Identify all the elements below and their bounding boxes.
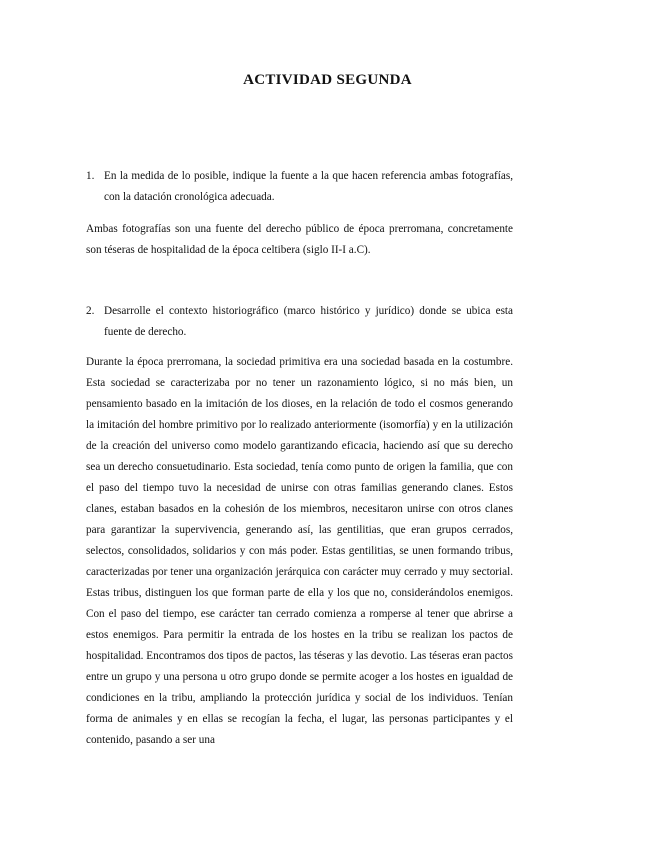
question-1-number: 1.	[86, 170, 95, 182]
question-1-text: En la medida de lo posible, indique la fuente a la que hacen referencia ambas fotografías, con la datación cronológica adecuada.	[104, 170, 513, 203]
answer-2-paragraph: Durante la época prerromana, la sociedad primitiva era una sociedad basada en la costumbre. Esta sociedad se caracterizaba por no tener un razonamiento lógico, si no más bien, un pensamiento basado en la imitación de los dioses, en la relación de todo el cosmos generando la imitación del hombre primitivo por lo realizado anteriormente (isomorfía) y en la utilización de la creación del universo como modelo garantizando eficacia, haciendo así que su derecho sea un derecho consuetudinario. Esta sociedad, tenía como punto de origen la familia, que con el paso del tiempo tuvo la necesidad de unirse con otras familias generando clanes. Estos clanes, estaban basados en la cohesión de los miembros, necesitaron unirse con otros clanes para garantizar la supervivencia, generando así, las gentilitias, que eran grupos cerrados, selectos, consolidados, solidarios y con más poder. Estas gentilitias, se unen formando tribus, caracterizadas por tener una organización jerárquica con carácter muy cerrado y muy sectorial. Estas tribus, distinguen los que forman parte de ella y los que no, considerándolos enemigos. Con el paso del tiempo, ese carácter tan cerrado comienza a romperse al tener que abrirse a estos enemigos. Para permitir la entrada de los hostes en la tribu se realizan los pactos de hospitalidad. Encontramos dos tipos de pactos, las téseras y las devotio. Las téseras eran pactos entre un grupo y una persona u otro grupo donde se permite acoger a los hostes en igualdad de condiciones en la tribu, ampliando la protección jurídica y social de los individuos. Tenían forma de animales y en ellas se recogían la fecha, el lugar, las personas participantes y el contenido, pasando a ser una	[86, 356, 513, 746]
question-2	[86, 301, 513, 343]
question-2-text: Desarrolle el contexto historiográfico (marco histórico y jurídico) donde se ubica esta fuente de derecho.	[104, 305, 513, 338]
page-title: ACTIVIDAD SEGUNDA	[243, 72, 412, 88]
answer-1-paragraph: Ambas fotografías son una fuente del derecho público de época prerromana, concretamente son téseras de hospitalidad de la época celtibera (siglo II-I a.C).	[86, 223, 513, 256]
question-1	[86, 166, 513, 208]
question-2-number: 2.	[86, 305, 95, 317]
